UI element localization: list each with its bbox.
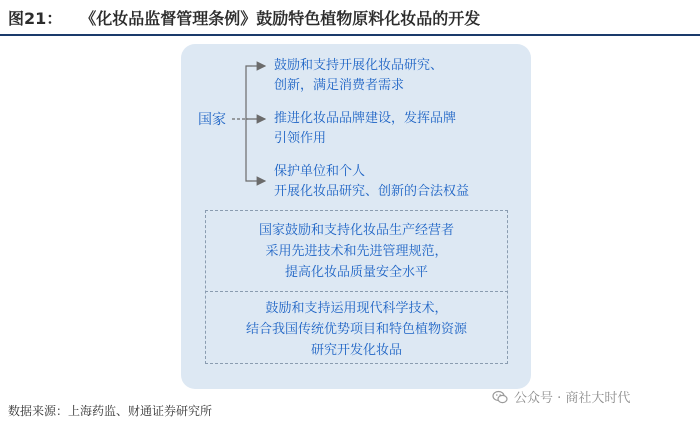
root-node-country: 国家 (198, 112, 226, 128)
policy-box-bottom-line-1: 鼓励和支持运用现代科学技术， (265, 301, 448, 316)
policy-box-top (205, 220, 508, 283)
branch-item-2 (274, 109, 456, 149)
watermark-text: 公众号 · 商社大时代 (514, 391, 631, 406)
figure-title-text: 《化妆品监督管理条例》鼓励特色植物原料化妆品的开发 (88, 9, 481, 28)
policy-box-top-line-1: 国家鼓励和支持化妆品生产经营者 (258, 223, 454, 238)
policy-box-bottom (205, 298, 508, 361)
branch-item-1-line-2: 创新，满足消费者需求 (274, 78, 405, 93)
policy-box-bottom-line-2: 结合我国传统优势项目和特色植物资源 (245, 322, 467, 337)
branch-item-1-line-1: 鼓励和支持开展化妆品研究、 (274, 58, 444, 73)
policy-box-bottom-line-3: 研究开发化妆品 (310, 343, 402, 358)
branch-item-1 (274, 56, 443, 96)
branch-item-3-line-2: 开展化妆品研究、创新的合法权益 (274, 184, 470, 199)
branch-item-3-line-1: 保护单位和个人 (274, 164, 366, 179)
bracket-vertical (246, 66, 252, 181)
watermark (492, 387, 630, 406)
branch-item-2-line-1: 推进化妆品品牌建设，发挥品牌 (274, 111, 457, 126)
policy-box-top-line-3: 提高化妆品质量安全水平 (284, 265, 428, 280)
policy-box-top-line-2: 采用先进技术和先进管理规范， (265, 244, 448, 259)
figure-label: 图21： (8, 9, 63, 28)
wechat-icon (492, 389, 508, 405)
policy-box-divider (205, 291, 508, 292)
data-source-note: 数据来源：上海药监、财通证券研究所 (8, 404, 213, 418)
branch-item-3 (274, 162, 469, 202)
branch-item-2-line-2: 引领作用 (274, 131, 327, 146)
